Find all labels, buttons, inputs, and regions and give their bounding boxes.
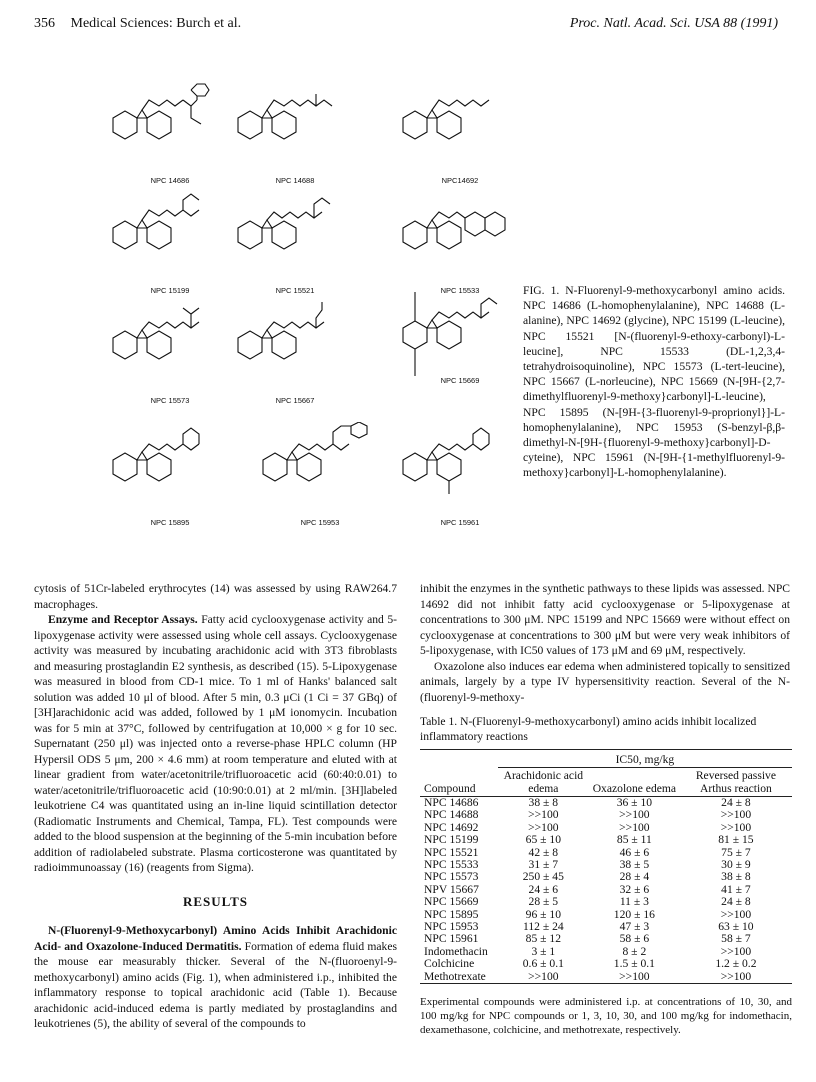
structure-npc-14688 — [230, 80, 360, 190]
table-cell: NPC 15573 — [424, 870, 479, 884]
right-column — [420, 581, 790, 705]
table-cell: >>100 — [720, 820, 752, 834]
table-1 — [420, 749, 792, 984]
table-cell: 24 ± 8 — [721, 796, 751, 809]
table-cell: Methotrexate — [424, 969, 486, 983]
table-cell: 63 ± 10 — [718, 920, 754, 934]
paragraph: cytosis of 51Cr-labeled erythrocytes (14) was assessed by using RAW264.7 macrophages. — [34, 582, 397, 611]
table-row — [420, 896, 792, 908]
structure-label: NPC 15667 — [275, 396, 315, 405]
table-cell: 8 ± 2 — [622, 944, 647, 958]
figure-caption: FIG. 1. N-Fluorenyl-9-methoxycarbonyl amino acids. NPC 14686 (L-homophenylalanine), NPC 14688 (L-alanine), NPC 14692 (glycine), NPC 15199 (L-leucine), NPC 15521 [N-(fluorenyl-9-ethoxy-carbonyl)-L-leucine], NPC 15533 (DL-1,2,3,4-tetrahydroisoquinoline), NPC 15573 (L-tert-leucine), NPC 15667 (L-norleucine), NPC 15669 (N-[9H-{2,7-dimethylfluorenyl-9-methoxy}carbonyl]-L-leucine), NPC 15895 (N-[9H-{3-fluorenyl-9-proprionyl}]-L-homophenylalanine), NPC 15953 (S-benzyl-β,β-dimethyl-N-[9H-{fluorenyl-9-methoxy}carbonyl]-D-cyteine), NPC 15961 (N-[9H-{1-methylfluorenyl-9-methoxy}carbonyl]-L-homophenylalanine). — [523, 284, 785, 480]
table-cell: 1.5 ± 0.1 — [613, 957, 655, 971]
structure-label: NPC 14686 — [150, 176, 190, 185]
table-cell: NPC 15953 — [424, 920, 479, 934]
table-cell: 24 ± 8 — [721, 895, 751, 909]
table-cell: 46 ± 6 — [619, 845, 650, 859]
table-cell: NPC 15669 — [424, 895, 479, 909]
table-row — [420, 871, 792, 883]
structure-npc-15961 — [395, 422, 525, 532]
structure-npc-15521 — [230, 190, 360, 300]
table-cell: 3 ± 1 — [531, 944, 556, 958]
structure-npc-15573 — [105, 300, 235, 410]
structure-label: NPC 15895 — [150, 518, 190, 527]
structure-npc-15895 — [105, 422, 235, 532]
table-cell: 85 ± 12 — [525, 932, 562, 946]
table-cell: 30 ± 9 — [721, 858, 751, 872]
table-cell: >>100 — [720, 944, 752, 958]
structure-label: NPC 14688 — [275, 176, 315, 185]
paragraph — [34, 923, 397, 1032]
table-cell: NPC 15521 — [424, 845, 479, 859]
table-footnote: Experimental compounds were administered i.p. at concentrations of 10, 30, and 100 mg/kg for NPC compounds or 1, 3, 10, 30, and 100 mg/kg for indomethacin, dexamethasone, colchicine, and methotrexate, respectively. — [420, 996, 792, 1036]
table-cell: Colchicine — [424, 957, 475, 971]
table-cell: NPC 15895 — [424, 907, 479, 921]
table-cell: 0.6 ± 0.1 — [522, 957, 564, 971]
column-header: Oxazolone edema — [592, 782, 677, 795]
table-cell: NPC 15199 — [424, 833, 479, 847]
table-row — [420, 958, 792, 970]
table-cell: 36 ± 10 — [616, 796, 653, 809]
structure-npc-14692 — [395, 80, 525, 190]
table-cell: 32 ± 6 — [619, 882, 650, 896]
paragraph-body: Formation of edema fluid makes the mouse ear measurably thicker. Several of the N-(fluoroenyl-9-methoxycarbonyl) amino acids (Fig. 1), when administered i.p., inhibited the inflammatory response to topical arachidonic acid (Table 1). Because arachidonic acid-induced edema is partly mediated by prostaglandins and leukotrienes (5), the ability of several of the compounds to — [34, 939, 397, 1030]
table-row — [420, 933, 792, 945]
table-cell: 1.2 ± 0.2 — [715, 957, 757, 971]
table-cell: NPC 15533 — [424, 858, 479, 872]
table-cell: 28 ± 4 — [619, 870, 650, 884]
structure-label: NPC 15521 — [275, 286, 315, 295]
running-header-right: Proc. Natl. Acad. Sci. USA 88 (1991) — [569, 16, 778, 31]
table-cell: 112 ± 24 — [522, 920, 564, 934]
span-header: IC50, mg/kg — [498, 750, 792, 768]
section-heading: RESULTS — [182, 893, 249, 909]
paragraph: inhibit the enzymes in the synthetic pathways to these lipids was assessed. NPC 14692 did not inhibit fatty acid cyclooxygenase or 5-lipoxygenase at concentrations to 300 μM. NPC 15199 and NPC 15669 were without effect on cyclooxygenase at concentrations to 300 μM but were very weak inhibitors of 5-lipoxygenase, with IC50 values of 173 μM and 69 μM, respectively. — [420, 582, 790, 657]
table-row — [420, 971, 792, 984]
table-cell: NPC 14686 — [424, 796, 479, 809]
structure-npc-15199 — [105, 190, 235, 300]
table-cell: >>100 — [619, 969, 650, 983]
table-cell: NPC 14692 — [424, 820, 479, 834]
table-cell: 31 ± 7 — [528, 858, 559, 872]
column-header: Compound — [424, 782, 476, 795]
table-cell: 81 ± 15 — [718, 833, 754, 847]
table-cell: 41 ± 7 — [721, 882, 751, 896]
table-cell: >>100 — [720, 808, 752, 822]
table-cell: 24 ± 6 — [528, 882, 559, 896]
column-header: Arachidonic acid edema — [503, 769, 584, 795]
table-cell: NPC 14688 — [424, 808, 479, 822]
table-cell: 250 ± 45 — [522, 870, 564, 884]
table-cell: 58 ± 7 — [721, 932, 751, 946]
structure-npc-15667 — [230, 300, 360, 410]
table-cell: 120 ± 16 — [613, 907, 655, 921]
structure-label: NPC 15953 — [300, 518, 340, 527]
table-cell: NPV 15667 — [424, 882, 479, 896]
table-cell: >>100 — [528, 820, 559, 834]
structure-npc-15953 — [255, 422, 385, 532]
table-cell: >>100 — [619, 808, 650, 822]
table-cell: Indomethacin — [424, 944, 488, 958]
table-cell: >>100 — [619, 820, 650, 834]
table-cell: 65 ± 10 — [525, 833, 562, 847]
page-number: 356 — [34, 16, 55, 31]
table-caption: Table 1. N-(Fluorenyl-9-methoxycarbonyl) amino acids inhibit localized inflammatory reactions — [420, 715, 757, 743]
table-cell: 38 ± 8 — [721, 870, 751, 884]
structure-label: NPC 15199 — [150, 286, 190, 295]
table-cell: >>100 — [720, 907, 752, 921]
table-row — [420, 834, 792, 846]
table-cell: >>100 — [720, 969, 752, 983]
table-cell: >>100 — [528, 808, 559, 822]
structure-label: NPC14692 — [441, 176, 479, 185]
structure-label: NPC 15573 — [150, 396, 190, 405]
table-cell: 42 ± 8 — [528, 845, 559, 859]
column-header: Reversed passive Arthus reaction — [695, 769, 776, 795]
table-cell: 38 ± 8 — [528, 796, 559, 809]
paragraph — [34, 612, 397, 876]
run-in-heading: N-(Fluorenyl-9-Methoxycarbonyl) Amino Acids Inhibit Arachidonic Acid- and Oxazolone-Induced Dermatitis. — [34, 924, 397, 953]
running-header-left — [34, 16, 241, 32]
table-cell: 28 ± 5 — [528, 895, 559, 909]
table-cell: 38 ± 5 — [619, 858, 650, 872]
table-cell: 58 ± 6 — [619, 932, 650, 946]
table-cell: 11 ± 3 — [619, 895, 649, 909]
paragraph: Oxazolone also induces ear edema when administered topically to sensitized animals, largely by a type IV hypersensitivity reaction. Several of the N-(fluorenyl-9-methoxy- — [420, 659, 790, 704]
table-cell: >>100 — [528, 969, 559, 983]
structure-npc-14686 — [105, 80, 235, 190]
table-cell: NPC 15961 — [424, 932, 479, 946]
journal-section: Medical Sciences: Burch et al. — [70, 16, 242, 31]
table-cell: 47 ± 3 — [619, 920, 650, 934]
table-cell: 75 ± 7 — [721, 845, 751, 859]
left-column — [34, 581, 397, 1032]
structure-npc-15669 — [395, 280, 525, 390]
table-cell: 96 ± 10 — [525, 907, 562, 921]
table-row — [420, 809, 792, 821]
paragraph-body: Fatty acid cyclooxygenase activity and 5-lipoxygenase activity were assessed using whole cell assays. Cyclooxygenase activity was measured by incubating arachidonic acid with 3T3 fibroblasts and measuring prostaglandin E2 synthesis, as described (15). 5-Lipoxygenase was measured in blood from CD-1 mice. To 1 ml of Hanks' balanced salt solution was added 10 μl of blood. After 5 min, 0.3 μCi (1 Ci = 37 GBq) of [3H]arachidonic acid was added, followed by 1 μM ionomycin. Incubation was for 5 min at 37°C, followed by centrifugation at 10,000 × g for 10 sec. Supernatant (250 μl) was injected onto a reverse-phase HPLC column (HP Hypersil ODS 5 μm, 200 × 4.6 mm) at room temperature and eluted with at linear gradient from water/acetonitrile/trifluoroacetic acid (60:40:0.01) to water/acetonitrile/trifluoroacetic acid (10:90:0.01) at 2 ml/min. [3H]labeled leukotriene C4 was quantitated using an in-line liquid scintillation detector (Radiomatic Instruments and Chemical, Tampa, FL). Test compounds were added to the blood suspension at the beginning of the 5-min incubation before addition of radiolabeled substrate. Plasma corticosterone was quantitated by radioimmunoassay (16) (reagents from Sigma). — [34, 613, 397, 874]
run-in-heading: Enzyme and Receptor Assays. — [48, 613, 198, 626]
structure-label: NPC 15669 — [440, 376, 480, 385]
structure-label: NPC 15961 — [440, 518, 480, 527]
structure-label: NPC 15533 — [440, 286, 480, 295]
table-cell: 85 ± 11 — [616, 833, 652, 847]
